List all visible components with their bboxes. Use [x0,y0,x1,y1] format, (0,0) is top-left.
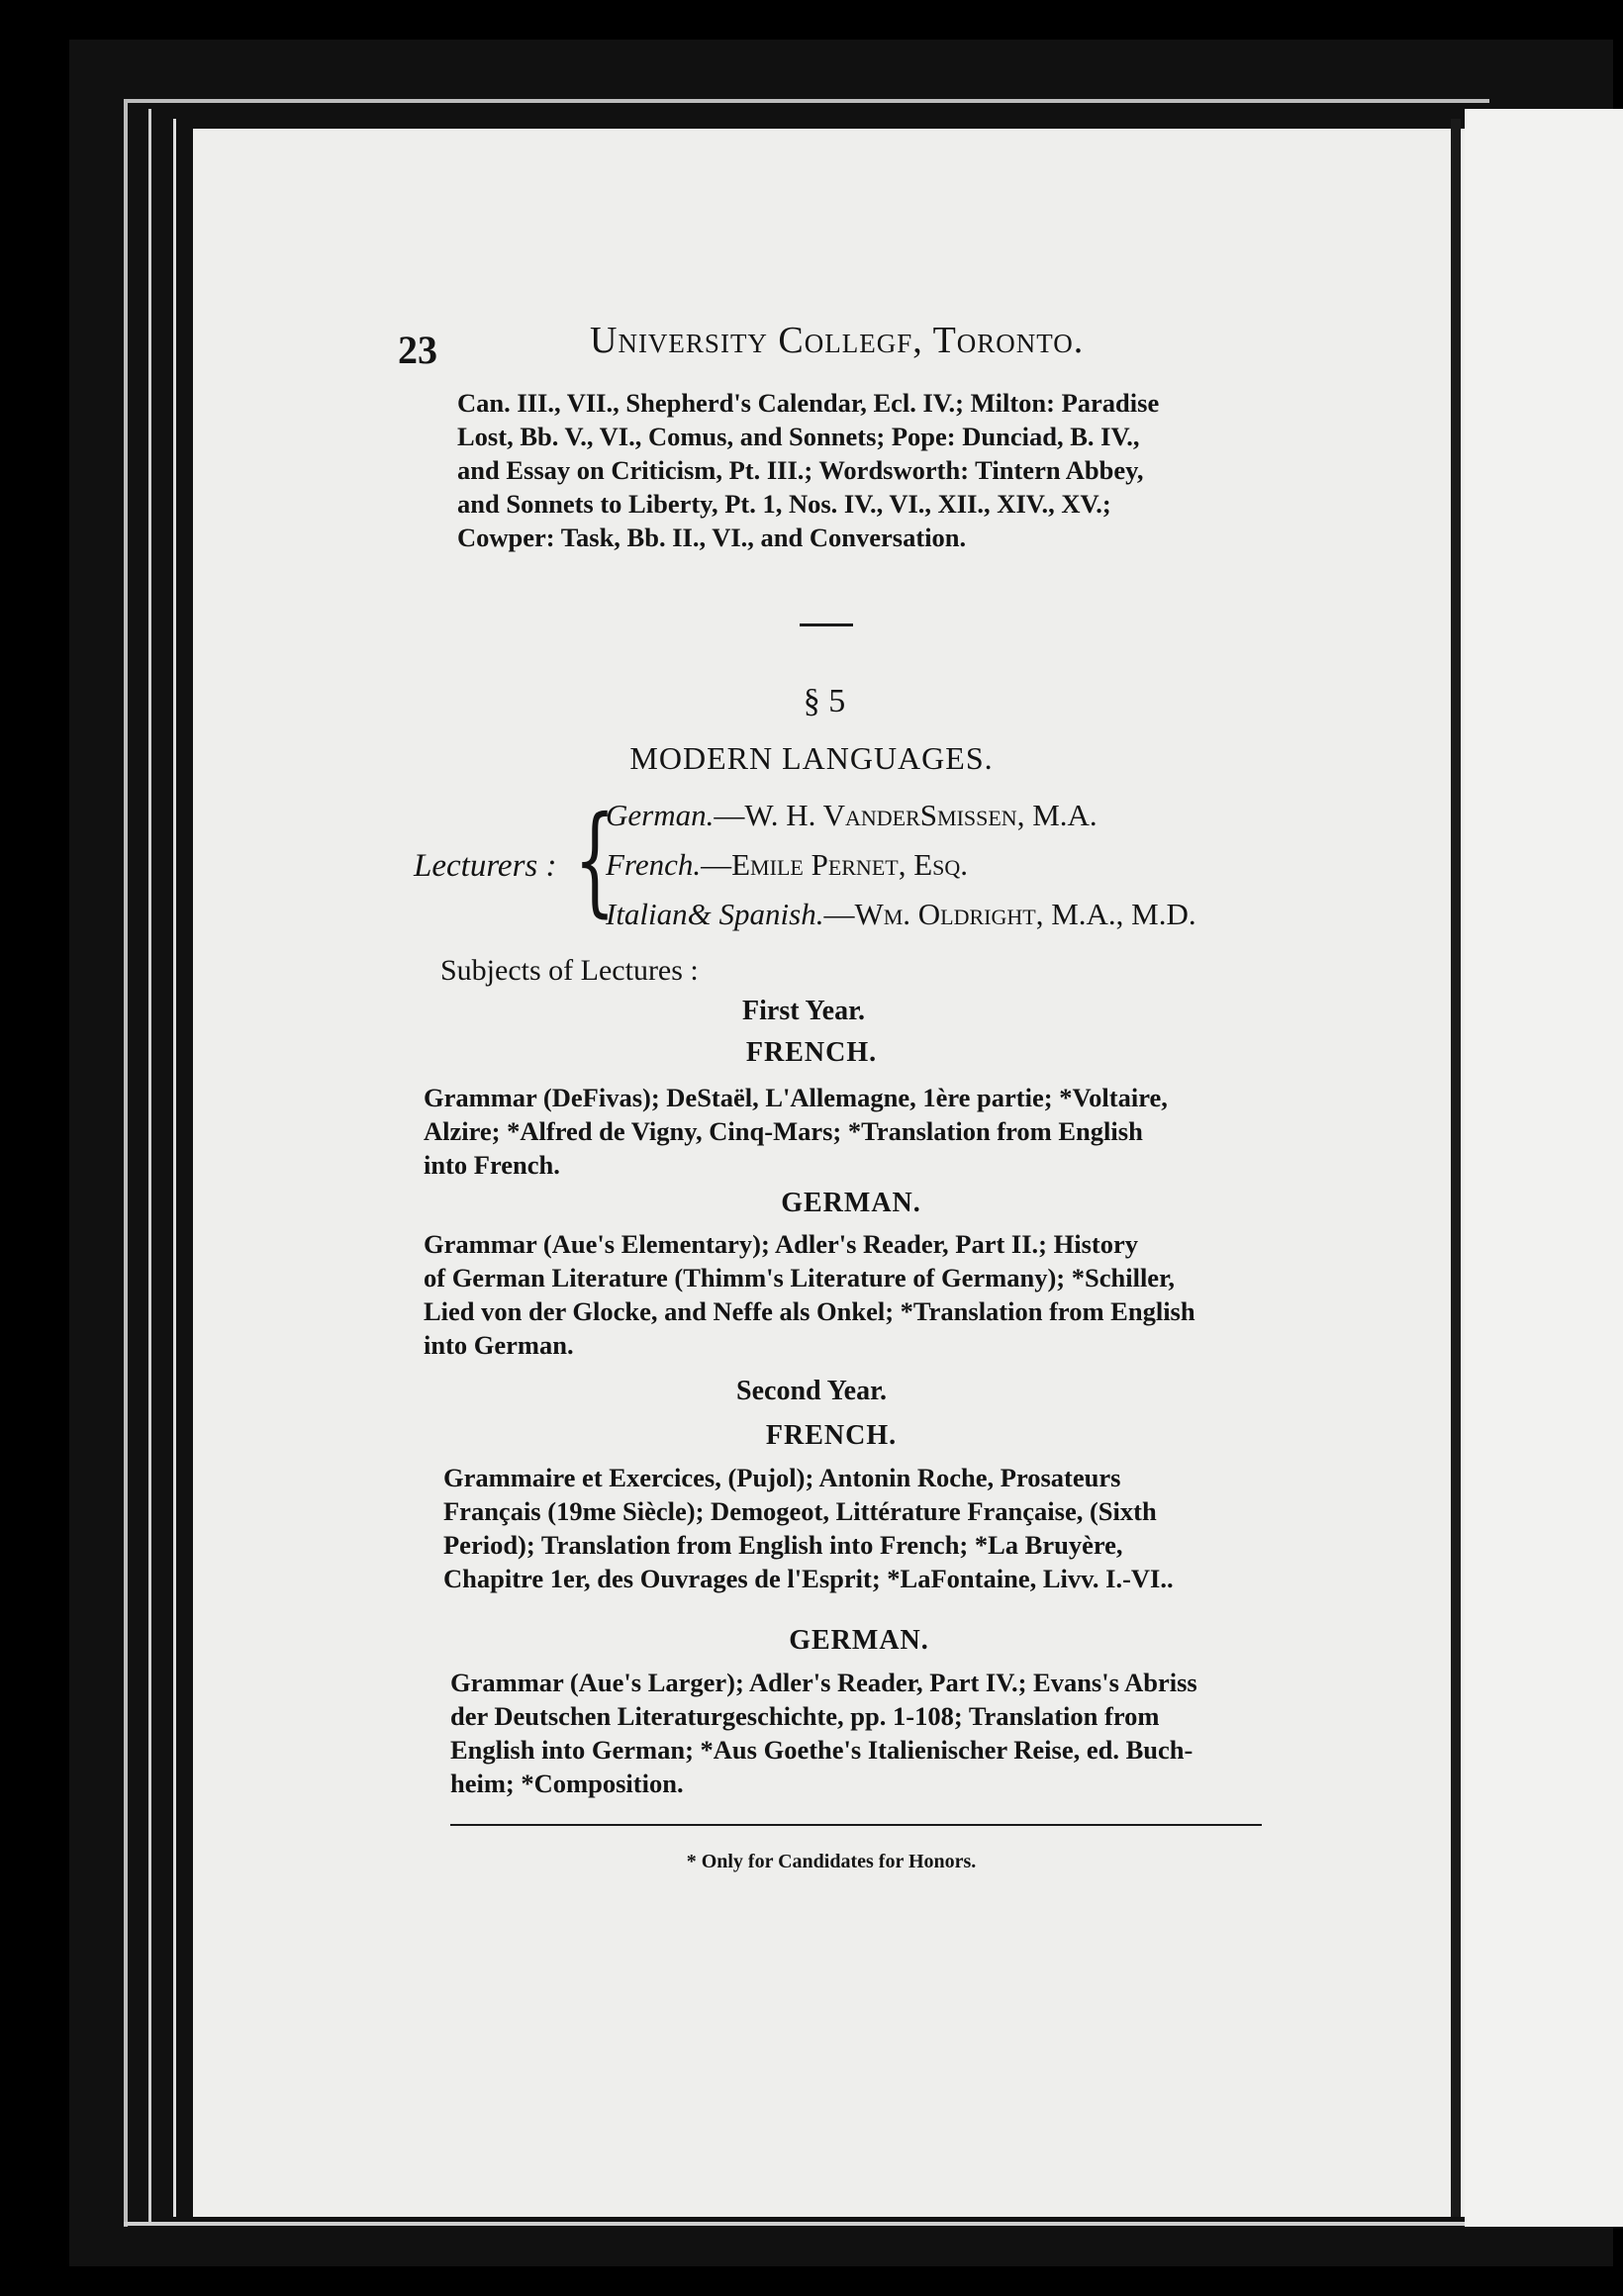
section-number-text: § 5 [803,683,846,719]
french-second-year-paragraph [443,1461,1275,1595]
lecturer-entry [606,847,968,883]
text-line: Grammar (Aue's Elementary); Adler's Reader, Part II.; History [424,1229,1138,1259]
text-line: der Deutschen Literaturgeschichte, pp. 1-108; Translation from [450,1701,1160,1731]
lecturer-entry [606,798,1098,833]
french-first-year-paragraph [424,1081,1265,1182]
year-heading: First Year. [742,996,865,1026]
section-title: MODERN LANGUAGES. [629,740,994,776]
footnote-text: * Only for Candidates for Honors. [686,1851,977,1872]
footnote-rule [450,1824,1262,1826]
text-line: and Sonnets to Liberty, Pt. 1, Nos. IV., VI., XII., XIV., XV.; [457,489,1111,519]
text-line: Chapitre 1er, des Ouvrages de l'Esprit; *LaFontaine, Livv. I.-VI.. [443,1564,1174,1593]
text-line: Alzire; *Alfred de Vigny, Cinq-Mars; *Translation from English [424,1116,1143,1146]
text-line: Français (19me Siècle); Demogeot, Littérature Française, (Sixth [443,1496,1157,1526]
language-heading: FRENCH. [765,1420,898,1451]
lecturers-label: Lecturers : [414,848,557,884]
language-heading: GERMAN. [781,1188,921,1218]
lecturer-name: —Emile Pernet, Esq. [701,847,969,882]
german-first-year-paragraph [424,1227,1265,1362]
text-line: Grammar (DeFivas); DeStaël, L'Allemagne, 1ère partie; *Voltaire, [424,1083,1168,1112]
text-line: Cowper: Task, Bb. II., VI., and Conversation. [457,523,967,552]
text-line: Lied von der Glocke, and Neffe als Onkel; *Translation from English [424,1296,1195,1326]
text-line: Lost, Bb. V., VI., Comus, and Sonnets; Pope: Dunciad, B. IV., [457,422,1140,451]
footnote [0,1851,1623,1873]
page-number: 23 [398,328,437,372]
german-second-year-paragraph [450,1666,1277,1800]
lecturer-language: French. [606,847,702,882]
text-line: Period); Translation from English into French; *La Bruyère, [443,1530,1123,1560]
lecturer-name: —W. H. VanderSmissen, M.A. [714,798,1098,832]
lecturer-name: —Wm. Oldright, M.A., M.D. [823,897,1196,931]
brace-glyph: { [574,792,616,929]
text-line: into German. [424,1330,574,1360]
section-divider [800,623,853,626]
text-line: heim; *Composition. [450,1769,684,1798]
running-head: University Collegf, Toronto. [590,320,1085,361]
literature-paragraph [457,386,1274,554]
lecturer-entry [606,897,1196,932]
text-line: Can. III., VII., Shepherd's Calendar, Ecl. IV.; Milton: Paradise [457,388,1160,418]
text-line: of German Literature (Thimm's Literature of Germany); *Schiller, [424,1263,1176,1292]
language-heading: FRENCH. [745,1037,878,1068]
text-line: Grammaire et Exercices, (Pujol); Antonin Roche, Prosateurs [443,1463,1121,1492]
language-heading: GERMAN. [789,1625,929,1656]
lecturer-language: Italian& Spanish. [606,897,824,931]
year-heading: Second Year. [736,1376,887,1406]
section-number [0,683,1623,720]
text-line: into French. [424,1150,560,1180]
text-line: English into German; *Aus Goethe's Italienischer Reise, ed. Buch- [450,1735,1193,1765]
text-line: Grammar (Aue's Larger); Adler's Reader, Part IV.; Evans's Abriss [450,1668,1197,1697]
subjects-label: Subjects of Lectures : [440,954,699,987]
text-line: and Essay on Criticism, Pt. III.; Wordsworth: Tintern Abbey, [457,455,1144,485]
lecturer-language: German. [606,798,715,832]
